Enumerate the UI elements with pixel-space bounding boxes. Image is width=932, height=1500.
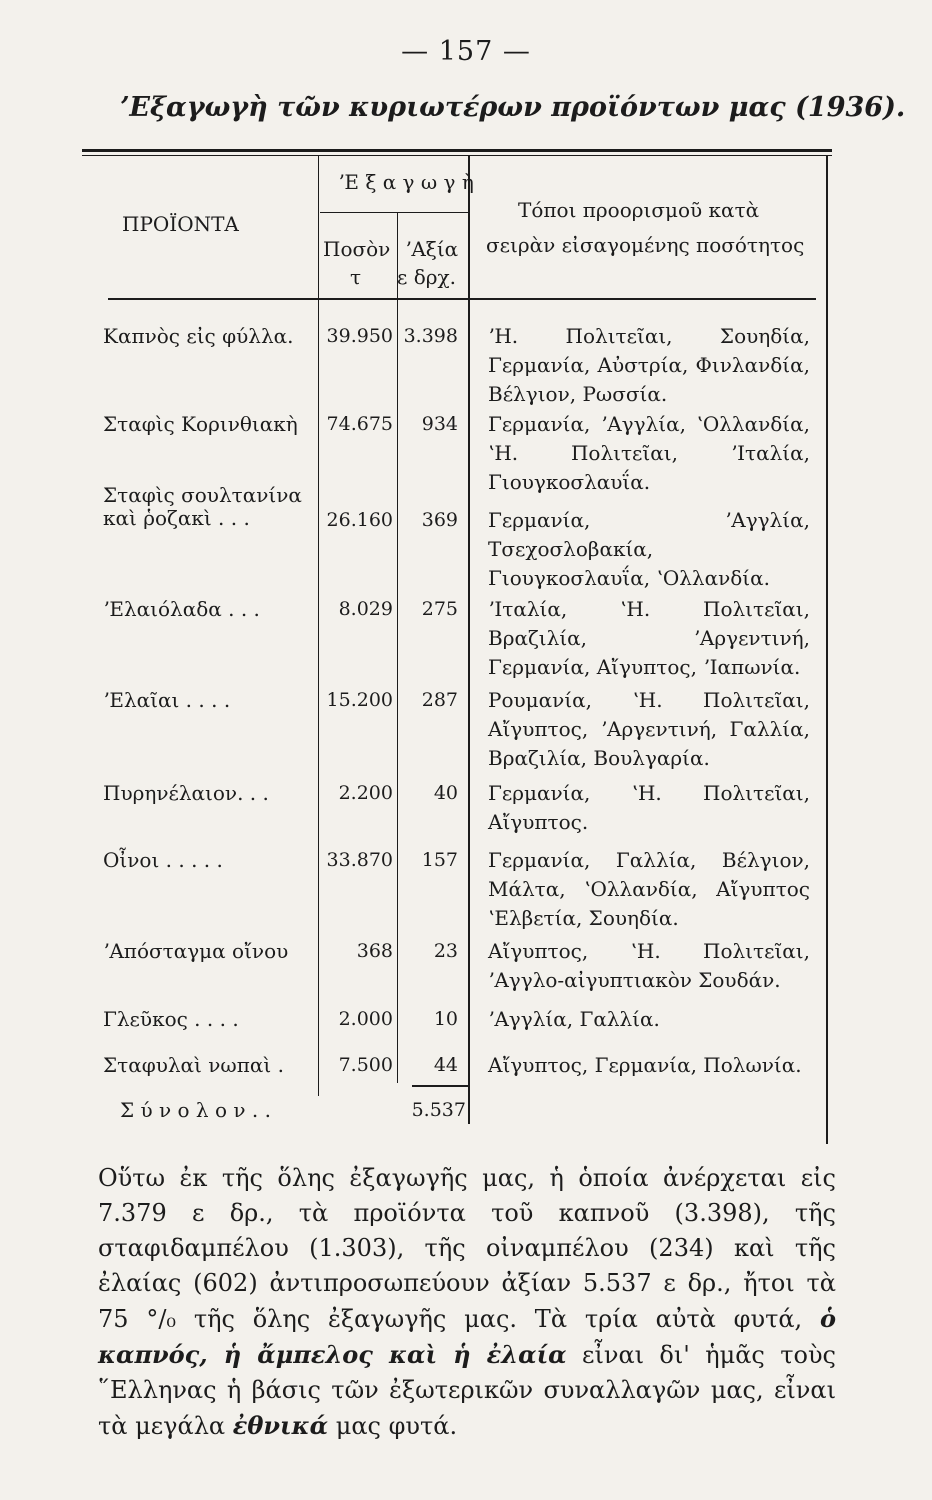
table-top-rule-thin <box>82 155 832 156</box>
destinations-cell: Γερμανία, ʼΑγγλία, Τσεχοσλοβακία, Γιουγκοσλαυΐα, ʽΟλλανδία. <box>488 508 810 590</box>
header-qty: Ποσὸν <box>323 237 391 261</box>
value-cell: 10 <box>433 1008 458 1030</box>
destinations-cell: ʼΗ. Πολιτεῖαι, Σουηδία, Γερμανία, Αὐστρία, Φινλανδία, Βέλγιον, Ρωσσία. <box>488 324 810 406</box>
header-value: ʼΑξία <box>405 237 459 261</box>
product-cell: Πυρηνέλαιον. . . <box>103 781 269 805</box>
value-cell: 287 <box>421 689 458 711</box>
header-products: ΠΡΟΪΟΝΤΑ <box>122 212 239 236</box>
qty-cell: 2.000 <box>338 1008 393 1030</box>
value-cell: 3.398 <box>403 325 458 347</box>
header-destinations: Τόποι προορισμοῦ κατὰ <box>518 198 760 222</box>
product-cell: Οἶνοι . . . . . <box>103 848 223 872</box>
col-rule-4 <box>826 156 828 1144</box>
product-cell: ʼΕλαιόλαδα . . . <box>103 597 260 621</box>
destinations-cell: Αἴγυπτος, Γερμανία, Πολωνία. <box>488 1053 802 1077</box>
table-top-rule <box>82 149 832 152</box>
col-rule-3 <box>468 156 470 1124</box>
value-cell: 275 <box>421 598 458 620</box>
qty-cell: 2.200 <box>338 782 393 804</box>
total-value: 5.537 <box>411 1099 466 1121</box>
destinations-cell: ʼΙταλία, ʽΗ. Πολιτεῖαι, Βραζιλία, ʼΑργεντινή, Γερμανία, Αἴγυπτος, ʼΙαπωνία. <box>488 597 810 679</box>
qty-cell: 8.029 <box>338 598 393 620</box>
destinations-cell: Γερμανία, ʽΗ. Πολιτεῖαι, Αἴγυπτος. <box>488 781 810 834</box>
value-cell: 23 <box>433 940 458 962</box>
qty-cell: 15.200 <box>326 689 393 711</box>
sum-rule <box>412 1085 468 1087</box>
paragraph-emphasis-2: ἐθνικά <box>232 1411 329 1440</box>
product-cell: ʼΕλαῖαι . . . . <box>103 688 231 712</box>
qty-cell: 26.160 <box>326 509 393 531</box>
header-bottom-rule <box>108 298 816 300</box>
product-cell: Καπνὸς εἰς φύλλα. <box>103 324 294 348</box>
qty-cell: 39.950 <box>326 325 393 347</box>
product-cell: Σταφὶς Κορινθιακὴ <box>103 412 298 436</box>
paragraph-text-3: μας φυτά. <box>335 1412 458 1440</box>
paragraph-emphasis-1: ὁ καπνός, ἡ ἄμπελος καὶ ἡ ἐλαία <box>98 1304 836 1369</box>
paragraph-text-1: Οὕτω ἐκ τῆς ὅλης ἐξαγωγῆς μας, ἡ ὁποία ἀνέρχεται εἰς 7.379 ε δρ., τὰ προϊόντα τοῦ καπνοῦ (3.398), τῆς σταφιδαμπέλου (1.303), τῆς οἰναμπέλου (234) καὶ τῆς ἐλαίας (602) ἀντιπροσωπεύουν ἀξίαν 5.537 ε δρ., ἤτοι τὰ 75 °/₀ τῆς ὅλης ἐξαγωγῆς μας. Τὰ τρία αὐτὰ φυτά, <box>98 1164 836 1333</box>
value-cell: 934 <box>421 413 458 435</box>
col-rule-1 <box>318 156 319 1096</box>
product-cell: Γλεῦκος . . . . <box>103 1007 239 1031</box>
export-subheader-rule <box>320 212 468 213</box>
qty-cell: 7.500 <box>338 1054 393 1076</box>
value-cell: 44 <box>433 1054 458 1076</box>
product-cell: Σταφὶς σουλτανίνα καὶ ῥοζακὶ . . . <box>103 483 302 530</box>
summary-paragraph <box>98 1161 836 1444</box>
value-cell: 369 <box>421 509 458 531</box>
destinations-cell: ʼΑγγλία, Γαλλία. <box>488 1007 660 1031</box>
total-label: Σ ύ ν ο λ ο ν . . <box>120 1098 271 1122</box>
page-title: ʼΕξαγωγὴ τῶν κυριωτέρων προϊόντων μας (1936). <box>120 92 906 123</box>
page-number: — 157 — <box>401 36 531 67</box>
destinations-cell: Γερμανία, Γαλλία, Βέλγιον, Μάλτα, ʽΟλλανδία, Αἴγυπτος ʽΕλβετία, Σουηδία. <box>488 848 810 930</box>
value-cell: 157 <box>421 849 458 871</box>
product-cell: Σταφυλαὶ νωπαὶ . <box>103 1053 284 1077</box>
header-qty-unit: τ <box>350 265 362 289</box>
qty-cell: 368 <box>356 940 393 962</box>
qty-cell: 33.870 <box>326 849 393 871</box>
destinations-cell: Ρουμανία, ʽΗ. Πολιτεῖαι, Αἴγυπτος, ʼΑργεντινή, Γαλλία, Βραζιλία, Βουλγαρία. <box>488 688 810 770</box>
header-destinations-2: σειρὰν εἰσαγομένης ποσότητος <box>486 233 805 257</box>
destinations-cell: Γερμανία, ʼΑγγλία, ʽΟλλανδία, ʽΗ. Πολιτεῖαι, ʼΙταλία, Γιουγκοσλαυΐα. <box>488 412 810 494</box>
header-export: ʼΕ ξ α γ ω γ ὴ <box>338 170 474 194</box>
product-cell: ʼΑπόσταγμα οἴνου <box>103 939 289 963</box>
header-value-unit: ε δρχ. <box>397 265 456 289</box>
value-cell: 40 <box>433 782 458 804</box>
destinations-cell: Αἴγυπτος, ʽΗ. Πολιτεῖαι, ʼΑγγλο-αἰγυπτιακὸν Σουδάν. <box>488 939 810 992</box>
paragraph-text-2: εἶναι δι' ἡμᾶς τοὺς ῞Ελληνας ἡ βάσις τῶν ἐξωτερικῶν συναλλαγῶν μας, εἶναι τὰ μεγάλα <box>98 1341 836 1440</box>
qty-cell: 74.675 <box>326 413 393 435</box>
col-rule-2 <box>397 213 398 1083</box>
